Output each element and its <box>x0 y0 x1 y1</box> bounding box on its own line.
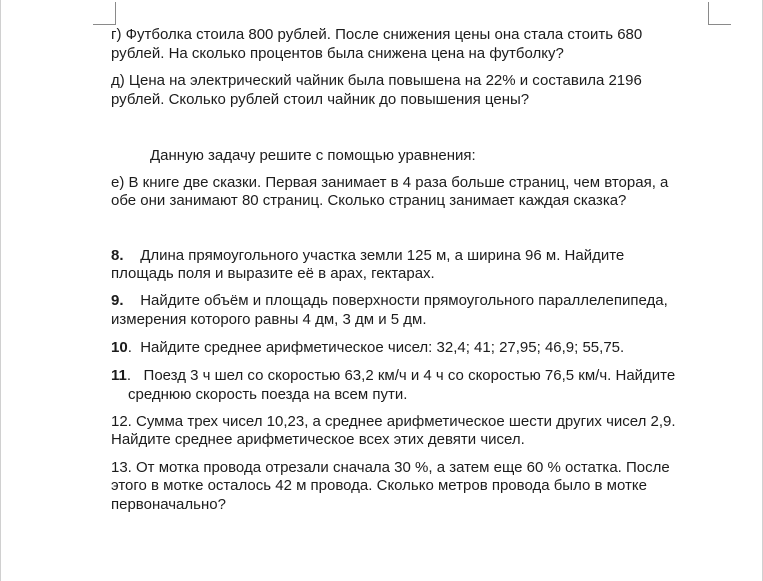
task-13-line-3: первоначально? <box>111 496 226 513</box>
task-11-text: Поезд 3 ч шел со скоростью 63,2 км/ч и 4 ч со скоростью 76,5 км/ч. Найдите <box>143 367 676 384</box>
task-9-number: 9. <box>111 292 124 309</box>
task-8-text: Длина прямоугольного участка земли 125 м, а ширина 96 м. Найдите <box>140 247 625 264</box>
task-9-line-2: измерения которого равны 4 дм, 3 дм и 5 дм. <box>111 311 427 328</box>
task-g-line-1: г) Футболка стоила 800 рублей. После снижения цены она стала стоить 680 <box>111 26 643 43</box>
task-e-line-1: е) В книге две сказки. Первая занимает в 4 раза больше страниц, чем вторая, а <box>111 174 669 191</box>
task-g-line-2: рублей. На сколько процентов была снижена цена на футболку? <box>111 45 564 62</box>
task-13-line-2: этого в мотке осталось 42 м провода. Сколько метров провода было в мотке <box>111 477 647 494</box>
task-10-line: 10. Найдите среднее арифметическое чисел: 32,4; 41; 27,95; 46,9; 55,75. <box>111 339 625 356</box>
task-9-text: Найдите объём и площадь поверхности прямоугольного параллелепипеда, <box>140 292 668 309</box>
task-8-line-1 <box>111 246 624 266</box>
equation-instruction: Данную задачу решите с помощью уравнения: <box>150 147 476 164</box>
page-corner-marker-top-right <box>708 2 731 25</box>
task-e-line-2: обе они занимают 80 страниц. Сколько страниц занимает каждая сказка? <box>111 192 627 209</box>
task-d-line-2: рублей. Сколько рублей стоил чайник до повышения цены? <box>111 91 530 108</box>
task-10-number: 10 <box>111 339 128 356</box>
task-8-number: 8. <box>111 247 124 264</box>
task-12-line-2: Найдите среднее арифметическое всех этих девяти чисел. <box>111 431 525 448</box>
task-11-line-2: среднюю скорость поезда на всем пути. <box>128 386 408 403</box>
task-10-text: Найдите среднее арифметическое чисел: 32,4; 41; 27,95; 46,9; 55,75. <box>140 339 625 356</box>
task-9-line-1 <box>111 291 668 311</box>
task-d-line-1: д) Цена на электрический чайник была повышена на 22% и составила 2196 <box>111 72 642 89</box>
task-11-number: 11 <box>111 367 127 384</box>
task-8-line-2: площадь поля и выразите её в арах, гектарах. <box>111 265 435 282</box>
task-11-line-1: 11. Поезд 3 ч шел со скоростью 63,2 км/ч и 4 ч со скоростью 76,5 км/ч. Найдите <box>111 367 676 384</box>
task-13-line-1: 13. От мотка провода отрезали сначала 30 %, а затем еще 60 % остатка. После <box>111 459 670 476</box>
task-12-line-1: 12. Сумма трех чисел 10,23, а среднее арифметическое шести других чисел 2,9. <box>111 413 676 430</box>
page-corner-marker-top-left <box>93 2 116 25</box>
